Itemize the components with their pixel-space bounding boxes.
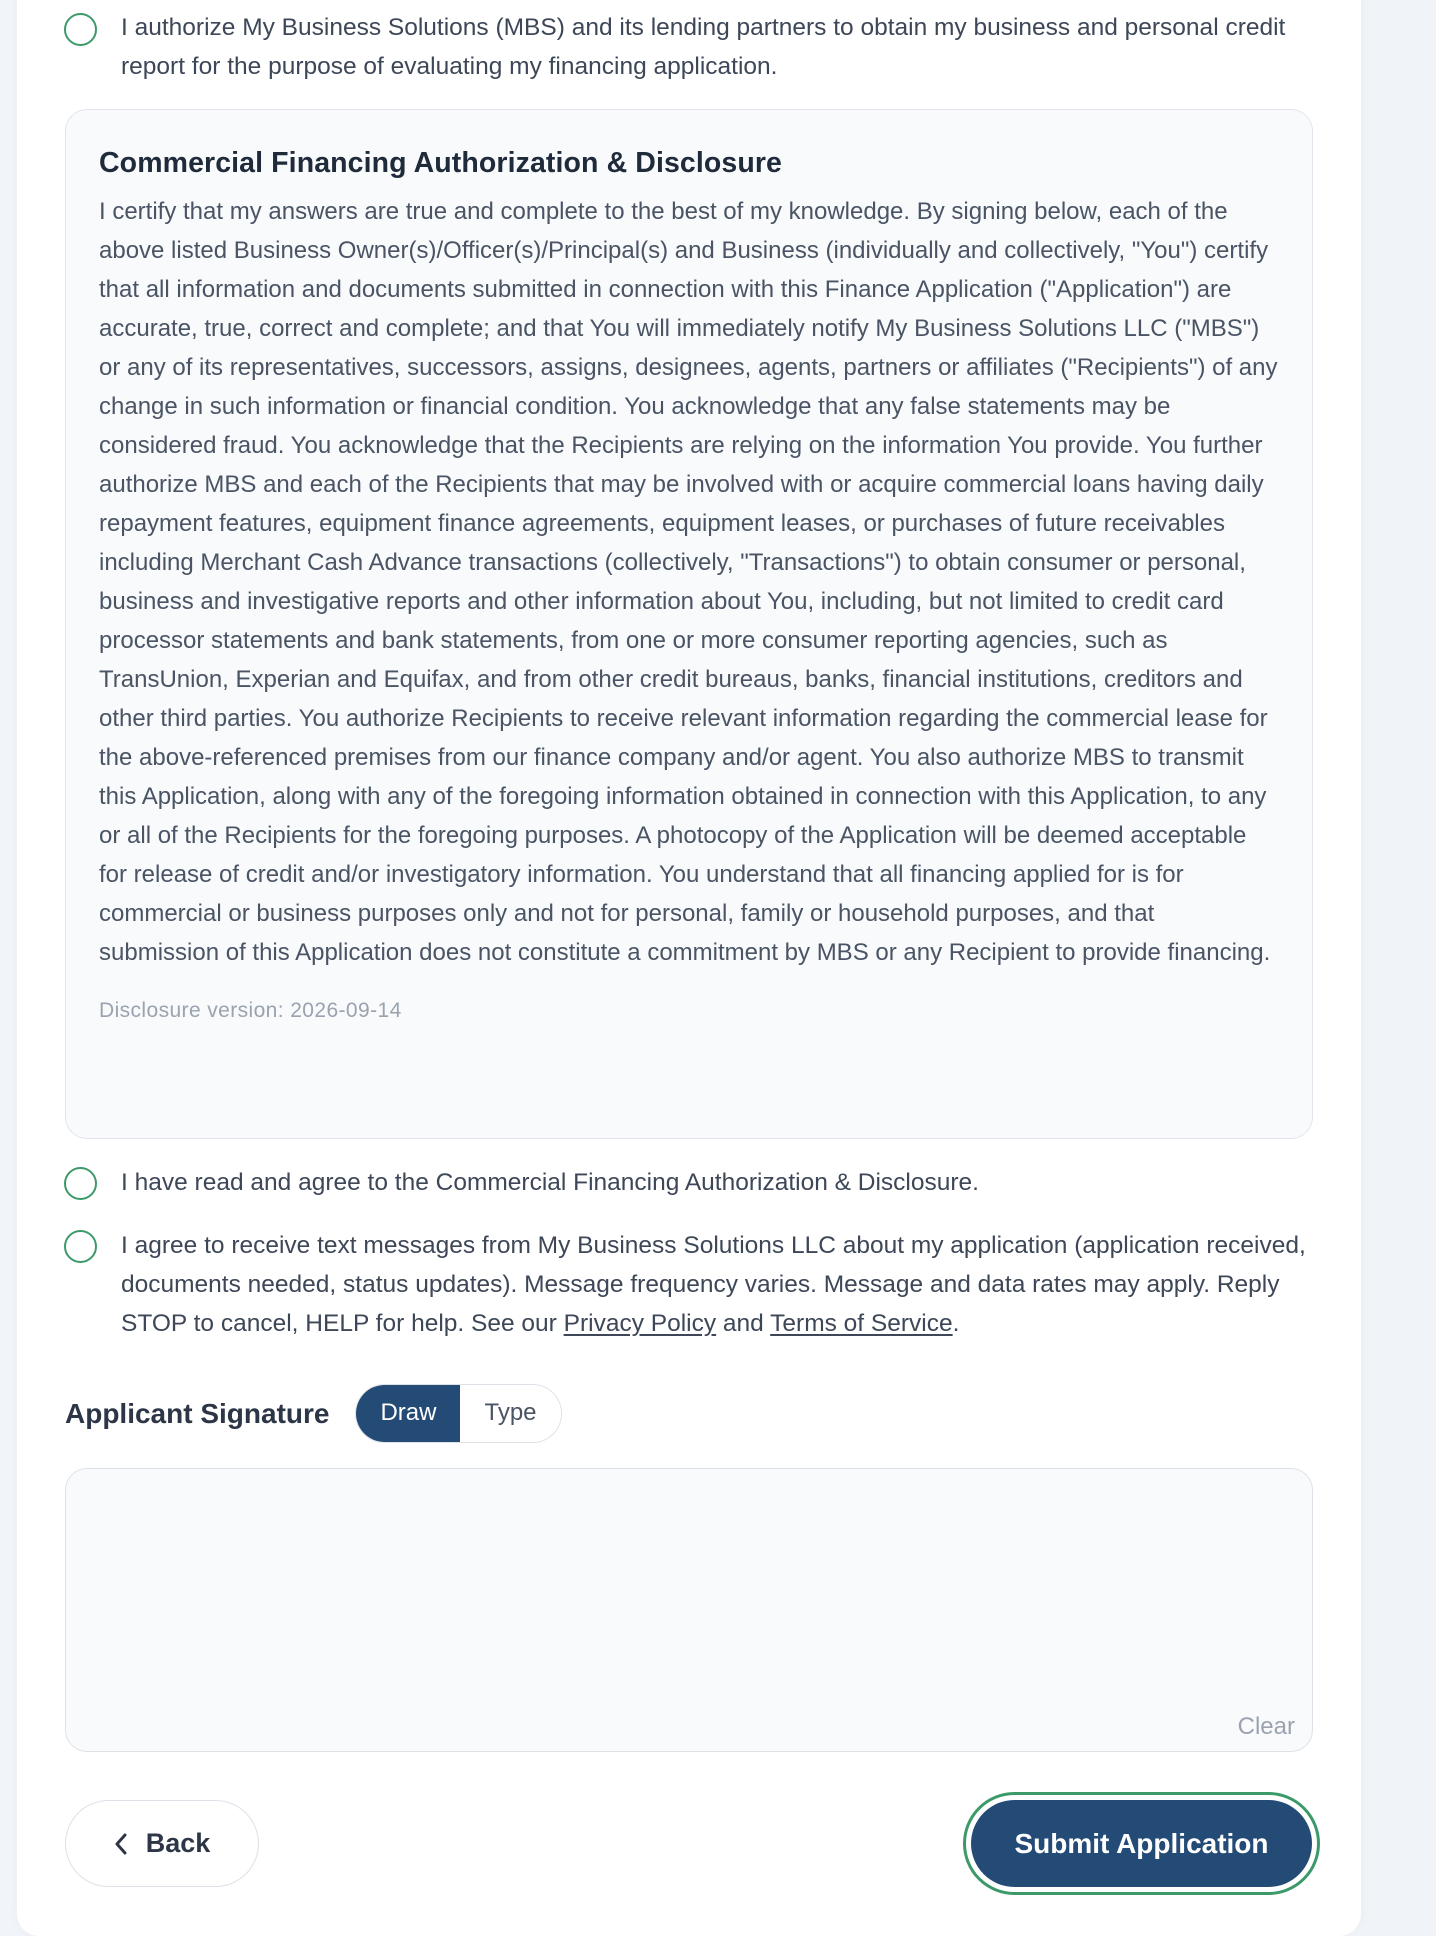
signature-mode-draw[interactable]: Draw bbox=[356, 1385, 460, 1442]
credit-report-consent-label: I authorize My Business Solutions (MBS) and its lending partners to obtain my business and personal credit report for the purpose of evaluating my financing application. bbox=[121, 14, 1286, 80]
agree-disclosure-label: I have read and agree to the Commercial Financing Authorization & Disclosure. bbox=[121, 1169, 979, 1196]
signature-header bbox=[65, 1384, 562, 1443]
privacy-policy-link[interactable]: Privacy Policy bbox=[563, 1310, 717, 1337]
sms-consent-label bbox=[121, 1226, 1324, 1343]
clear-signature-button[interactable]: Clear bbox=[1237, 1713, 1295, 1740]
disclosure-title: Commercial Financing Authorization & Disclosure bbox=[99, 147, 782, 179]
signature-title: Applicant Signature bbox=[65, 1397, 330, 1429]
signature-pad[interactable] bbox=[65, 1468, 1313, 1752]
back-button-label: Back bbox=[145, 1828, 211, 1858]
signature-mode-toggle bbox=[355, 1384, 561, 1443]
credit-report-consent-checkbox[interactable] bbox=[64, 13, 97, 46]
disclosure-version: Disclosure version: 2026-09-14 bbox=[99, 999, 402, 1022]
submit-application-button[interactable]: Submit Application bbox=[971, 1800, 1312, 1887]
sms-consent-row[interactable] bbox=[64, 1230, 1324, 1343]
agree-disclosure-row[interactable] bbox=[64, 1167, 1324, 1202]
signature-mode-type[interactable]: Type bbox=[460, 1385, 560, 1442]
sms-consent-period: . bbox=[952, 1310, 960, 1337]
submit-focus-ring bbox=[963, 1792, 1320, 1895]
back-button[interactable] bbox=[65, 1800, 259, 1887]
credit-report-consent-row[interactable] bbox=[64, 12, 1324, 86]
sms-consent-and: and bbox=[716, 1310, 771, 1337]
terms-of-service-link[interactable]: Terms of Service bbox=[770, 1310, 953, 1337]
sms-consent-checkbox[interactable] bbox=[64, 1230, 97, 1263]
sms-consent-text: I agree to receive text messages from My Business Solutions LLC about my application (application received, documents needed, status updates). Message frequency varies. Message and data rates may apply. Reply STOP to cancel, HELP for help. See our bbox=[121, 1232, 1306, 1337]
page-background-strip bbox=[1361, 0, 1436, 1936]
chevron-left-icon bbox=[114, 1833, 128, 1855]
agree-disclosure-checkbox[interactable] bbox=[64, 1167, 97, 1200]
disclosure-body: I certify that my answers are true and complete to the best of my knowledge. By signing below, each of the above listed Business Owner(s)/Officer(s)/Principal(s) and Business (individually and collectively, "You") certify that all information and documents submitted in connection with this Finance Application ("Application") are accurate, true, correct and complete; and that You will immediately notify My Business Solutions LLC ("MBS") or any of its representatives, successors, assigns, designees, agents, partners or affiliates ("Recipients") of any change in such information or financial condition. You acknowledge that any false statements may be considered fraud. You acknowledge that the Recipients are relying on the information You provide. You further authorize MBS and each of the Recipients that may be involved with or acquire commercial loans having daily repayment features, equipment finance agreements, equipment leases, or purchases of future receivables including Merchant Cash Advance transactions (collectively, "Transactions") to obtain consumer or personal, business and investigative reports and other information about You, including, but not limited to credit card processor statements and bank statements, from one or more consumer reporting agencies, such as TransUnion, Experian and Equifax, and from other credit bureaus, banks, financial institutions, creditors and other third parties. You authorize Recipients to receive relevant information regarding the commercial lease for the above-referenced premises from our finance company and/or agent. You also authorize MBS to transmit this Application, along with any of the foregoing information obtained in connection with this Application, to any or all of the Recipients for the foregoing purposes. A photocopy of the Application will be deemed acceptable for release of credit and/or investigatory information. You understand that all financing applied for is for commercial or business purposes only and not for personal, family or household purposes, and that submission of this Application does not constitute a commitment by MBS or any Recipient to provide financing. bbox=[99, 198, 1278, 966]
disclosure-panel bbox=[65, 109, 1313, 1139]
